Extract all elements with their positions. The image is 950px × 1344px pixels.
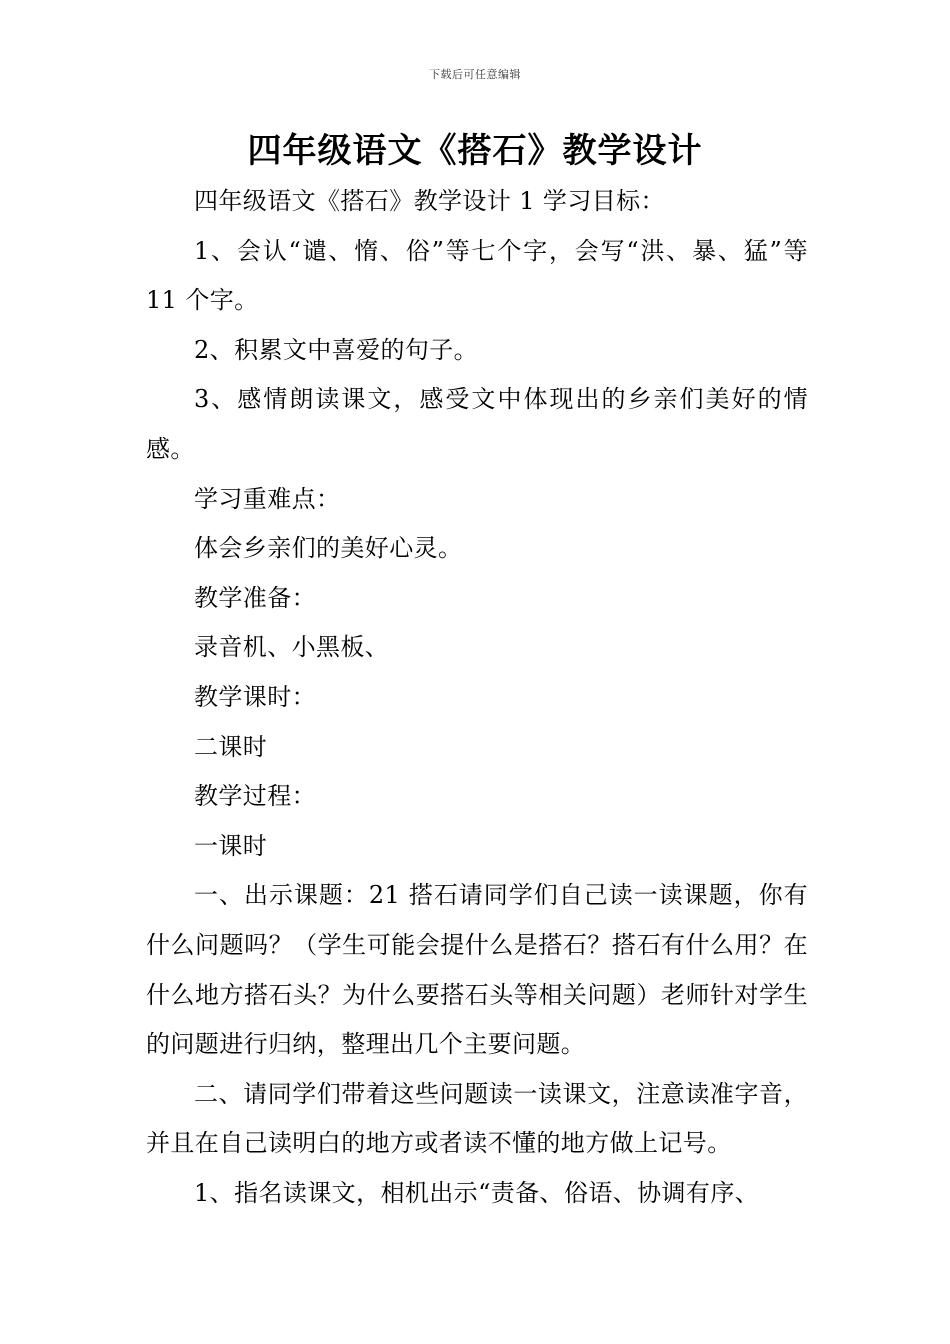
paragraph: 教学过程：	[194, 782, 316, 811]
paragraph: 2、积累文中喜爱的句子。	[194, 335, 479, 364]
header-note: 下载后可任意编辑	[429, 68, 521, 81]
paragraph: 一、出示课题：21 搭石请同学们自己读一读课题，你有什么问题吗？（学生可能会提什么是搭石？搭石有什么用？在什么地方搭石头？为什么要搭石头等相关问题）老师针对学生的问题进行归纳，整理出几个主要问题。	[146, 881, 808, 1059]
paragraph: 二、请同学们带着这些问题读一读课文，注意读准字音，并且在自己读明白的地方或者读不懂的地方做上记号。	[146, 1079, 808, 1158]
paragraph: 教学课时：	[194, 682, 316, 711]
paragraph: 1、指名读课文，相机出示“责备、俗语、协调有序、	[194, 1178, 760, 1207]
paragraph: 二课时	[194, 732, 268, 761]
document-title: 四年级语文《搭石》教学设计	[247, 131, 703, 171]
document-body	[146, 177, 808, 1218]
paragraph: 录音机、小黑板、	[194, 633, 390, 662]
paragraph: 1、会认“谴、惰、俗”等七个字，会写“洪、暴、猛”等 11 个字。	[146, 236, 808, 315]
paragraph: 3、感情朗读课文，感受文中体现出的乡亲们美好的情感。	[146, 385, 808, 463]
paragraph: 四年级语文《搭石》教学设计 1 学习目标：	[194, 187, 665, 215]
paragraph: 一课时	[194, 831, 268, 860]
paragraph: 学习重难点：	[194, 484, 341, 513]
paragraph: 体会乡亲们的美好心灵。	[194, 534, 463, 563]
paragraph: 教学准备：	[194, 583, 316, 612]
